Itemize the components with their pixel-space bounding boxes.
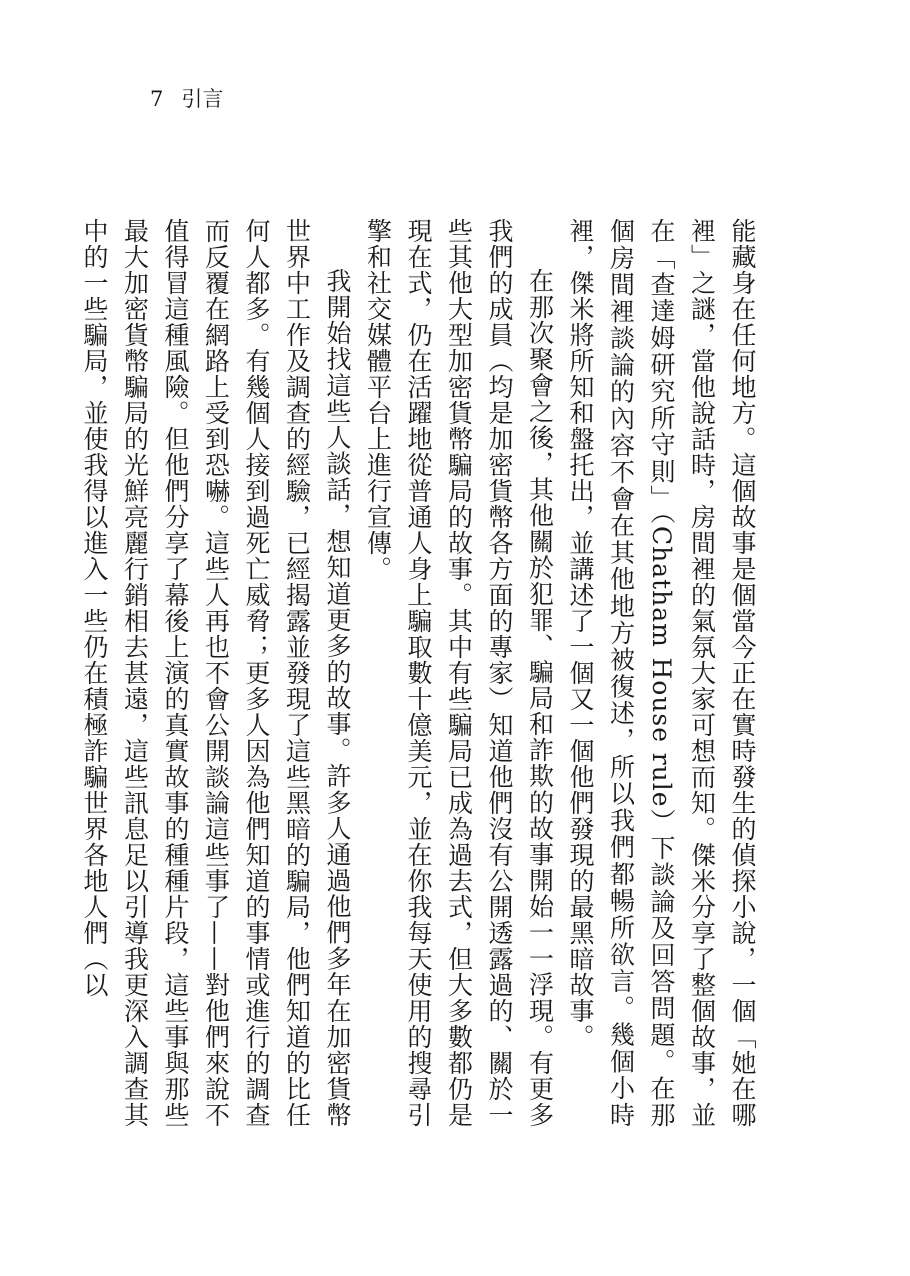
vertical-body-text: [80, 218, 762, 1128]
paragraph: 我開始找這些人談話，想知道更多的故事。許多人通過他們多年在加密貨幣世界中工作及調查的經驗，已經揭露並發現了這些黑暗的騙局，他們知道的比任何人都多。有幾個人接到過死亡威脅；更多人因為他們知道的事情或進行的調查而反覆在網路上受到恐嚇。這些人再也不會公開談論這些事了——對他們來說不值得冒這種風險。但他們分享了幕後上演的真實故事的種種片段，這些事與那些最大加密貨幣騙局的光鮮亮麗行銷相去甚遠，這些訊息足以引導我更深入調查其中的一些騙局，並使我得以進入一些仍在積極詐騙世界各地人們（以: [80, 218, 352, 1128]
running-header: [150, 86, 223, 112]
section-title: 引言: [181, 87, 224, 111]
page-number: 7: [150, 87, 164, 111]
paragraph: 在那次聚會之後，其他關於犯罪、騙局和詐欺的故事開始一一浮現。有更多我們的成員（均是加密貨幣各方面的專家）知道他們沒有公開透露過的、關於一些其他大型加密貨幣騙局的故事。其中有些騙局已成為過去式，但大多數都仍是現在式，仍在活躍地從普通人身上騙取數十億美元，並在你我每天使用的搜尋引擎和社交媒體平台上進行宣傳。: [363, 218, 555, 1128]
paragraph: 能藏身在任何地方。這個故事是個當今正在實時發生的偵探小說，一個「她在哪裡」之謎，當他說話時，房間裡的氣氛大家可想而知。傑米分享了整個故事，並在「查達姆研究所守則」（Chatham House rule）下談論及回答問題。在那個房間裡談論的內容不會在其他地方被復述，所以我們都暢所欲言。幾個小時裡，傑米將所知和盤托出，並講述了一個又一個他們發現的最黑暗故事。: [566, 218, 757, 1128]
